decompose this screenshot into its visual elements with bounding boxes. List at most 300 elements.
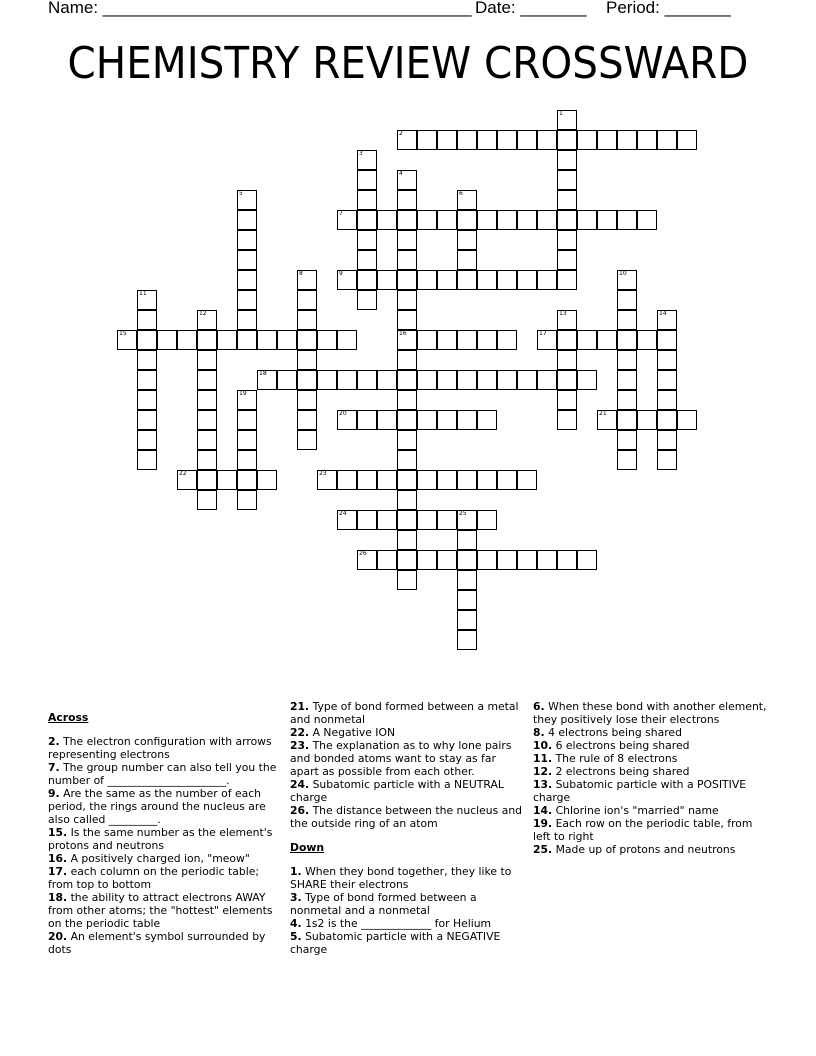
crossword-cell[interactable] <box>457 510 477 530</box>
clue-text: Made up of protons and neutrons <box>555 843 736 856</box>
crossword-cell[interactable] <box>477 470 497 490</box>
crossword-cell[interactable] <box>137 450 157 470</box>
crossword-cell[interactable] <box>457 630 477 650</box>
crossword-cell[interactable] <box>457 550 477 570</box>
crossword-cell[interactable] <box>417 410 437 430</box>
clue-number-label: 13. <box>533 778 553 791</box>
crossword-cell[interactable] <box>237 230 257 250</box>
crossword-cell[interactable] <box>357 550 377 570</box>
clue-item <box>290 865 526 891</box>
clue-text: 1s2 is the _____________ for Helium <box>305 916 492 930</box>
crossword-cell[interactable] <box>377 550 397 570</box>
crossword-cell[interactable] <box>497 550 517 570</box>
crossword-cell[interactable] <box>237 430 257 450</box>
crossword-cell[interactable] <box>617 210 637 230</box>
clue-item <box>48 735 284 761</box>
crossword-cell[interactable] <box>517 550 537 570</box>
crossword-cell[interactable] <box>397 550 417 570</box>
crossword-cell[interactable] <box>417 470 437 490</box>
crossword-cell[interactable] <box>297 430 317 450</box>
crossword-cell[interactable] <box>237 330 257 350</box>
clue-item <box>48 891 284 930</box>
clue-number: 9 <box>339 270 343 277</box>
crossword-cell[interactable] <box>517 270 537 290</box>
crossword-cell[interactable] <box>197 370 217 390</box>
clue-item <box>48 865 284 891</box>
crossword-cell[interactable] <box>397 390 417 410</box>
clue-item <box>533 843 769 856</box>
crossword-cell[interactable] <box>197 310 217 330</box>
crossword-cell[interactable] <box>257 330 277 350</box>
crossword-cell[interactable] <box>557 330 577 350</box>
crossword-cell[interactable] <box>357 370 377 390</box>
crossword-cell[interactable] <box>517 370 537 390</box>
crossword-cell[interactable] <box>137 390 157 410</box>
clue-number-label: 3. <box>290 890 302 904</box>
crossword-cell[interactable] <box>337 210 357 230</box>
clue-text: A positively charged ion, "meow" <box>70 851 250 865</box>
crossword-cell[interactable] <box>397 290 417 310</box>
clue-text: An element's symbol surrounded by dots <box>48 929 266 956</box>
clue-number-label: 9. <box>48 786 60 800</box>
crossword-cell[interactable] <box>457 330 477 350</box>
crossword-cell[interactable] <box>557 310 577 330</box>
crossword-cell[interactable] <box>537 130 557 150</box>
crossword-cell[interactable] <box>397 530 417 550</box>
crossword-cell[interactable] <box>377 470 397 490</box>
crossword-cell[interactable] <box>457 370 477 390</box>
crossword-cell[interactable] <box>557 210 577 230</box>
crossword-cell[interactable] <box>537 270 557 290</box>
crossword-cell[interactable] <box>677 130 697 150</box>
crossword-cell[interactable] <box>137 370 157 390</box>
crossword-cell[interactable] <box>477 130 497 150</box>
crossword-cell[interactable] <box>317 470 337 490</box>
crossword-cell[interactable] <box>617 410 637 430</box>
crossword-cell[interactable] <box>357 170 377 190</box>
clue-item <box>290 778 526 804</box>
crossword-cell[interactable] <box>357 290 377 310</box>
crossword-cell[interactable] <box>217 470 237 490</box>
crossword-cell[interactable] <box>237 290 257 310</box>
clue-text: Is the same number as the element's protons and neutrons <box>48 825 273 852</box>
crossword-cell[interactable] <box>397 310 417 330</box>
crossword-cell[interactable] <box>337 410 357 430</box>
crossword-cell[interactable] <box>357 210 377 230</box>
crossword-cell[interactable] <box>197 410 217 430</box>
crossword-cell[interactable] <box>417 330 437 350</box>
name-field-label[interactable]: Name: _______________________________________ <box>48 0 472 17</box>
clues-column-1 <box>48 700 284 956</box>
crossword-cell[interactable] <box>397 350 417 370</box>
clue-text: The explanation as to why lone pairs and bonded atoms want to stay as far apart as possible from each other. <box>290 739 512 778</box>
clue-number-label: 12. <box>533 765 553 778</box>
crossword-cell[interactable] <box>597 130 617 150</box>
clue-text: each column on the periodic table; from top to bottom <box>48 864 260 891</box>
clue-number-label: 8. <box>533 726 545 739</box>
crossword-cell[interactable] <box>517 130 537 150</box>
crossword-cell[interactable] <box>617 330 637 350</box>
crossword-cell[interactable] <box>457 530 477 550</box>
crossword-cell[interactable] <box>357 230 377 250</box>
clue-number-label: 25. <box>533 843 553 856</box>
crossword-cell[interactable] <box>397 210 417 230</box>
crossword-cell[interactable] <box>557 170 577 190</box>
clue-text: The distance between the nucleus and the outside ring of an atom <box>290 804 523 830</box>
crossword-cell[interactable] <box>377 510 397 530</box>
crossword-cell[interactable] <box>617 450 637 470</box>
crossword-cell[interactable] <box>557 190 577 210</box>
clue-item <box>290 930 526 956</box>
clue-text: When they bond together, they like to SHARE their electrons <box>290 864 512 891</box>
crossword-cell[interactable] <box>237 210 257 230</box>
crossword-cell[interactable] <box>657 330 677 350</box>
crossword-cell[interactable] <box>417 510 437 530</box>
clue-item <box>533 739 769 752</box>
crossword-cell[interactable] <box>597 410 617 430</box>
crossword-cell[interactable] <box>137 350 157 370</box>
crossword-cell[interactable] <box>617 390 637 410</box>
crossword-cell[interactable] <box>237 250 257 270</box>
clue-text: the ability to attract electrons AWAY from other atoms; the "hottest" elements on the periodic table <box>48 890 273 930</box>
crossword-cell[interactable] <box>197 390 217 410</box>
crossword-cell[interactable] <box>457 190 477 210</box>
crossword-cell[interactable] <box>397 250 417 270</box>
crossword-cell[interactable] <box>637 410 657 430</box>
crossword-cell[interactable] <box>457 210 477 230</box>
crossword-cell[interactable] <box>397 190 417 210</box>
crossword-cell[interactable] <box>457 130 477 150</box>
crossword-cell[interactable] <box>557 110 577 130</box>
crossword-cell[interactable] <box>397 370 417 390</box>
crossword-cell[interactable] <box>397 230 417 250</box>
clue-number: 21 <box>599 410 607 417</box>
crossword-cell[interactable] <box>577 370 597 390</box>
crossword-cell[interactable] <box>397 410 417 430</box>
clue-number-label: 14. <box>533 804 553 817</box>
crossword-cell[interactable] <box>357 470 377 490</box>
crossword-cell[interactable] <box>337 370 357 390</box>
clue-number: 16 <box>399 330 407 337</box>
crossword-cell[interactable] <box>377 210 397 230</box>
crossword-cell[interactable] <box>577 550 597 570</box>
crossword-cell[interactable] <box>297 330 317 350</box>
crossword-cell[interactable] <box>497 210 517 230</box>
clue-number: 7 <box>339 210 343 217</box>
crossword-cell[interactable] <box>417 130 437 150</box>
crossword-cell[interactable] <box>197 450 217 470</box>
crossword-cell[interactable] <box>357 270 377 290</box>
crossword-cell[interactable] <box>477 510 497 530</box>
crossword-cell[interactable] <box>397 490 417 510</box>
crossword-cell[interactable] <box>317 330 337 350</box>
crossword-cell[interactable] <box>617 270 637 290</box>
crossword-cell[interactable] <box>397 130 417 150</box>
crossword-cell[interactable] <box>357 410 377 430</box>
crossword-cell[interactable] <box>377 410 397 430</box>
crossword-cell[interactable] <box>577 130 597 150</box>
crossword-cell[interactable] <box>517 470 537 490</box>
crossword-cell[interactable] <box>677 410 697 430</box>
crossword-cell[interactable] <box>457 590 477 610</box>
crossword-cell[interactable] <box>437 410 457 430</box>
crossword-cell[interactable] <box>197 490 217 510</box>
crossword-cell[interactable] <box>417 550 437 570</box>
crossword-cell[interactable] <box>397 330 417 350</box>
crossword-cell[interactable] <box>557 370 577 390</box>
clue-number: 20 <box>339 410 347 417</box>
crossword-cell[interactable] <box>257 370 277 390</box>
crossword-cell[interactable] <box>577 330 597 350</box>
clue-text: Each row on the periodic table, from left to right <box>533 817 753 843</box>
crossword-cell[interactable] <box>537 210 557 230</box>
crossword-cell[interactable] <box>617 350 637 370</box>
crossword-cell[interactable] <box>237 270 257 290</box>
crossword-cell[interactable] <box>617 430 637 450</box>
crossword-cell[interactable] <box>437 210 457 230</box>
crossword-cell[interactable] <box>397 450 417 470</box>
crossword-cell[interactable] <box>557 150 577 170</box>
crossword-cell[interactable] <box>497 370 517 390</box>
crossword-cell[interactable] <box>397 170 417 190</box>
clue-text: The group number can also tell you the number of ______________________. <box>48 760 277 787</box>
crossword-cell[interactable] <box>497 470 517 490</box>
crossword-cell[interactable] <box>657 430 677 450</box>
crossword-cell[interactable] <box>477 370 497 390</box>
clue-number: 15 <box>119 330 127 337</box>
crossword-cell[interactable] <box>197 430 217 450</box>
clue-number-label: 22. <box>290 726 310 739</box>
down-clue-list-continued <box>533 700 769 856</box>
crossword-cell[interactable] <box>657 130 677 150</box>
crossword-cell[interactable] <box>597 210 617 230</box>
crossword-cell[interactable] <box>557 270 577 290</box>
crossword-cell[interactable] <box>657 450 677 470</box>
clue-text: Subatomic particle with a NEUTRAL charge <box>290 778 504 804</box>
period-field-label[interactable]: Period: _______ <box>606 0 731 17</box>
crossword-cell[interactable] <box>297 290 317 310</box>
clue-number-label: 4. <box>290 916 302 930</box>
clue-item <box>290 726 526 739</box>
clue-text: The rule of 8 electrons <box>555 752 678 765</box>
clue-number: 24 <box>339 510 347 517</box>
crossword-cell[interactable] <box>557 250 577 270</box>
crossword-cell[interactable] <box>397 270 417 290</box>
crossword-cell[interactable] <box>557 550 577 570</box>
crossword-cell[interactable] <box>237 190 257 210</box>
clue-item <box>533 778 769 804</box>
clue-item <box>533 817 769 843</box>
crossword-cell[interactable] <box>397 430 417 450</box>
crossword-cell[interactable] <box>437 270 457 290</box>
crossword-cell[interactable] <box>197 350 217 370</box>
clue-number-label: 20. <box>48 929 68 943</box>
clue-number: 19 <box>239 390 247 397</box>
crossword-cell[interactable] <box>297 410 317 430</box>
crossword-cell[interactable] <box>477 270 497 290</box>
crossword-cell[interactable] <box>617 310 637 330</box>
clue-number: 2 <box>399 130 403 137</box>
crossword-cell[interactable] <box>297 310 317 330</box>
clue-text: Are the same as the number of each period, the rings around the nucleus are also called _________. <box>48 786 266 826</box>
crossword-cell[interactable] <box>217 330 237 350</box>
date-field-label[interactable]: Date: _______ <box>475 0 587 17</box>
crossword-cell[interactable] <box>437 550 457 570</box>
crossword-cell[interactable] <box>397 510 417 530</box>
crossword-cell[interactable] <box>257 470 277 490</box>
crossword-cell[interactable] <box>317 370 337 390</box>
clue-item <box>48 930 284 956</box>
crossword-cell[interactable] <box>477 330 497 350</box>
crossword-cell[interactable] <box>417 270 437 290</box>
clue-number-label: 6. <box>533 700 545 713</box>
crossword-cell[interactable] <box>137 330 157 350</box>
clue-number-label: 19. <box>533 817 553 830</box>
clue-number: 11 <box>139 290 147 297</box>
crossword-cell[interactable] <box>197 470 217 490</box>
crossword-cell[interactable] <box>177 470 197 490</box>
crossword-cell[interactable] <box>457 470 477 490</box>
crossword-cell[interactable] <box>297 350 317 370</box>
crossword-cell[interactable] <box>637 130 657 150</box>
crossword-cell[interactable] <box>137 430 157 450</box>
crossword-cell[interactable] <box>457 250 477 270</box>
crossword-cell[interactable] <box>437 470 457 490</box>
across-clue-list <box>48 735 284 956</box>
clue-number-label: 24. <box>290 778 310 791</box>
clue-number: 12 <box>199 310 207 317</box>
clue-item <box>533 700 769 726</box>
clue-number: 3 <box>359 150 363 157</box>
clue-item <box>290 700 526 726</box>
crossword-cell[interactable] <box>357 510 377 530</box>
crossword-cell[interactable] <box>557 350 577 370</box>
clue-text: Chlorine ion's "married" name <box>555 804 719 817</box>
crossword-cell[interactable] <box>477 210 497 230</box>
crossword-cell[interactable] <box>617 290 637 310</box>
crossword-cell[interactable] <box>497 270 517 290</box>
crossword-cell[interactable] <box>357 250 377 270</box>
clue-number: 8 <box>299 270 303 277</box>
crossword-cell[interactable] <box>337 510 357 530</box>
crossword-cell[interactable] <box>597 330 617 350</box>
clue-text: A Negative ION <box>312 726 396 739</box>
crossword-cell[interactable] <box>117 330 137 350</box>
clue-number: 18 <box>259 370 267 377</box>
clue-text: Subatomic particle with a POSITIVE charge <box>533 778 747 804</box>
crossword-cell[interactable] <box>437 510 457 530</box>
crossword-cell[interactable] <box>457 570 477 590</box>
crossword-cell[interactable] <box>337 470 357 490</box>
crossword-cell[interactable] <box>537 330 557 350</box>
crossword-cell[interactable] <box>417 370 437 390</box>
crossword-cell[interactable] <box>177 330 197 350</box>
crossword-cell[interactable] <box>237 410 257 430</box>
crossword-cell[interactable] <box>457 230 477 250</box>
crossword-cell[interactable] <box>637 330 657 350</box>
crossword-cell[interactable] <box>157 330 177 350</box>
crossword-cell[interactable] <box>617 370 637 390</box>
crossword-cell[interactable] <box>437 130 457 150</box>
crossword-cell[interactable] <box>377 270 397 290</box>
crossword-cell[interactable] <box>557 390 577 410</box>
crossword-cell[interactable] <box>657 370 677 390</box>
crossword-cell[interactable] <box>437 330 457 350</box>
crossword-cell[interactable] <box>337 270 357 290</box>
crossword-cell[interactable] <box>637 210 657 230</box>
crossword-cell[interactable] <box>237 490 257 510</box>
clue-item <box>48 761 284 787</box>
crossword-cell[interactable] <box>497 330 517 350</box>
crossword-cell[interactable] <box>497 130 517 150</box>
crossword-cell[interactable] <box>517 210 537 230</box>
crossword-cell[interactable] <box>137 410 157 430</box>
crossword-cell[interactable] <box>357 190 377 210</box>
crossword-cell[interactable] <box>537 370 557 390</box>
clue-number: 22 <box>179 470 187 477</box>
crossword-cell[interactable] <box>397 470 417 490</box>
crossword-cell[interactable] <box>477 410 497 430</box>
crossword-cell[interactable] <box>237 390 257 410</box>
crossword-cell[interactable] <box>457 410 477 430</box>
clue-text: 2 electrons being shared <box>555 765 690 778</box>
crossword-cell[interactable] <box>417 210 437 230</box>
clue-number: 4 <box>399 170 403 177</box>
clue-number-label: 5. <box>290 929 302 943</box>
crossword-cell[interactable] <box>237 470 257 490</box>
crossword-cell[interactable] <box>137 290 157 310</box>
crossword-cell[interactable] <box>457 270 477 290</box>
crossword-cell[interactable] <box>337 330 357 350</box>
clue-text: Type of bond formed between a metal and nonmetal <box>290 700 519 726</box>
page-title: CHEMISTRY REVIEW CROSSWARD <box>67 38 749 89</box>
crossword-cell[interactable] <box>617 130 637 150</box>
crossword-cell[interactable] <box>297 270 317 290</box>
clue-number: 25 <box>459 510 467 517</box>
crossword-cell[interactable] <box>357 150 377 170</box>
crossword-cell[interactable] <box>457 610 477 630</box>
crossword-cell[interactable] <box>537 550 557 570</box>
crossword-cell[interactable] <box>277 370 297 390</box>
across-heading: Across <box>48 710 89 724</box>
across-clue-list-continued <box>290 700 526 830</box>
crossword-cell[interactable] <box>137 310 157 330</box>
clue-item <box>290 891 526 917</box>
crossword-cell[interactable] <box>657 310 677 330</box>
crossword-cell[interactable] <box>657 410 677 430</box>
crossword-cell[interactable] <box>557 230 577 250</box>
clue-text: The electron configuration with arrows representing electrons <box>48 734 272 761</box>
crossword-cell[interactable] <box>657 390 677 410</box>
crossword-cell[interactable] <box>277 330 297 350</box>
crossword-cell[interactable] <box>477 550 497 570</box>
crossword-cell[interactable] <box>577 210 597 230</box>
crossword-cell[interactable] <box>557 410 577 430</box>
crossword-cell[interactable] <box>397 570 417 590</box>
crossword-cell[interactable] <box>197 330 217 350</box>
crossword-cell[interactable] <box>377 370 397 390</box>
crossword-cell[interactable] <box>237 450 257 470</box>
crossword-cell[interactable] <box>237 310 257 330</box>
crossword-cell[interactable] <box>437 370 457 390</box>
clue-number: 14 <box>659 310 667 317</box>
clue-number-label: 1. <box>290 864 302 878</box>
crossword-cell[interactable] <box>297 370 317 390</box>
crossword-cell[interactable] <box>557 130 577 150</box>
clue-number: 17 <box>539 330 547 337</box>
crossword-cell[interactable] <box>297 390 317 410</box>
crossword-cell[interactable] <box>657 350 677 370</box>
